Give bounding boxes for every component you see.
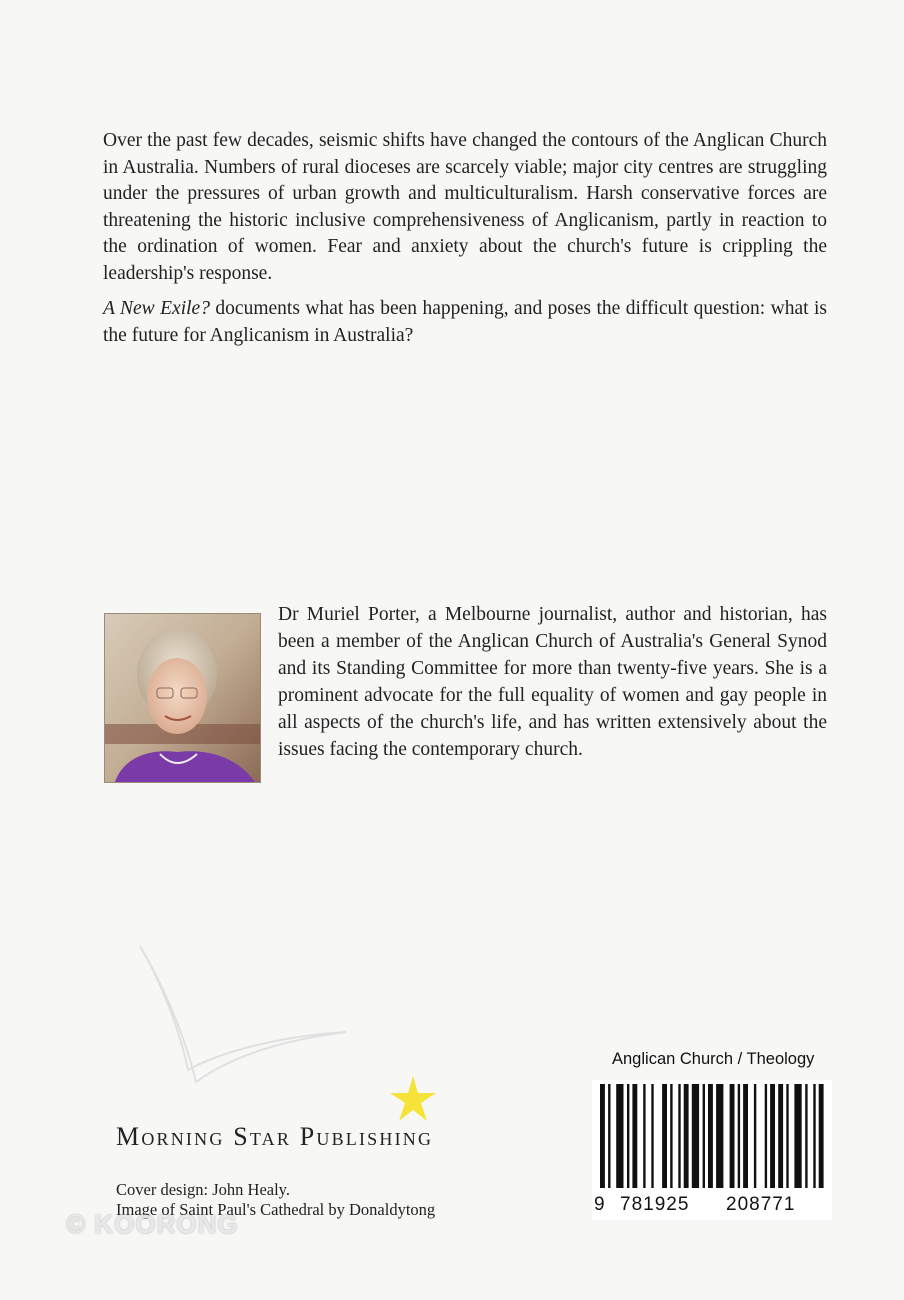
barcode-bar	[662, 1084, 667, 1188]
barcode-bar	[813, 1084, 815, 1188]
barcode-bar	[678, 1084, 680, 1188]
author-bio: Dr Muriel Porter, a Melbourne journalist, author and historian, has been a member of the Anglican Church of Australia's General Synod and its Standing Committee for more than twenty-five years. She is a prominent advocate for the full equality of women and gay people in all aspects of the church's life, and has written extensively about the issues facing the contemporary church.	[278, 604, 827, 760]
barcode-bar	[651, 1084, 653, 1188]
barcode-bar	[684, 1084, 689, 1188]
barcode-bar	[765, 1084, 767, 1188]
category-label: Anglican Church / Theology	[612, 1050, 815, 1068]
barcode-bar	[738, 1084, 740, 1188]
barcode-bar	[608, 1084, 610, 1188]
barcode-bar	[708, 1084, 713, 1188]
barcode-bar	[703, 1084, 705, 1188]
publisher-logo	[116, 1070, 516, 1160]
barcode-bar	[716, 1084, 723, 1188]
star-icon	[388, 1074, 438, 1124]
barcode-bar	[600, 1084, 605, 1188]
blurb-paragraph-2	[103, 296, 827, 349]
barcode-group-left: 781925	[620, 1194, 690, 1215]
blurb-paragraph-1: Over the past few decades, seismic shifts have changed the contours of the Anglican Church in Australia. Numbers of rural dioceses are scarcely viable; major city centres are struggling under the pressures of urban growth and multiculturalism. Harsh conservative forces are threatening the historic inclusive comprehensiveness of Anglicanism, partly in reaction to the ordination of women. Fear and anxiety about the church's future is crippling the leadership's response.	[103, 130, 827, 284]
barcode-bar	[632, 1084, 637, 1188]
barcode-bar	[754, 1084, 756, 1188]
barcode-digit-first: 9	[594, 1194, 605, 1215]
barcode-bar	[670, 1084, 672, 1188]
barcode-bar	[794, 1084, 801, 1188]
blurb-paragraph-2-text: documents what has been happening, and poses the difficult question: what is the future for Anglicanism in Australia?	[103, 298, 827, 346]
bird-watermark-icon	[130, 940, 370, 1090]
barcode-bar	[770, 1084, 775, 1188]
barcode-graphic	[592, 1080, 832, 1220]
barcode-bar	[743, 1084, 748, 1188]
barcode-bar	[692, 1084, 699, 1188]
barcode-bar	[778, 1084, 783, 1188]
barcode-bar	[819, 1084, 824, 1188]
barcode-bar	[730, 1084, 735, 1188]
isbn-barcode	[592, 1080, 832, 1220]
cover-design-credit: Cover design: John Healy.	[116, 1180, 290, 1199]
book-title: A New Exile?	[103, 298, 210, 319]
barcode-bar	[805, 1084, 807, 1188]
barcode-group-right: 208771	[726, 1194, 796, 1215]
author-photo	[104, 613, 261, 783]
publisher-name: Morning Star Publishing	[116, 1122, 434, 1151]
barcode-bar	[616, 1084, 623, 1188]
blurb	[103, 128, 827, 358]
image-credit: Image of Saint Paul's Cathedral by Donaldytong	[116, 1200, 436, 1219]
barcode-bar	[643, 1084, 645, 1188]
koorong-watermark: © KOORONG	[66, 1209, 239, 1239]
barcode-bar	[627, 1084, 629, 1188]
barcode-bar	[786, 1084, 788, 1188]
